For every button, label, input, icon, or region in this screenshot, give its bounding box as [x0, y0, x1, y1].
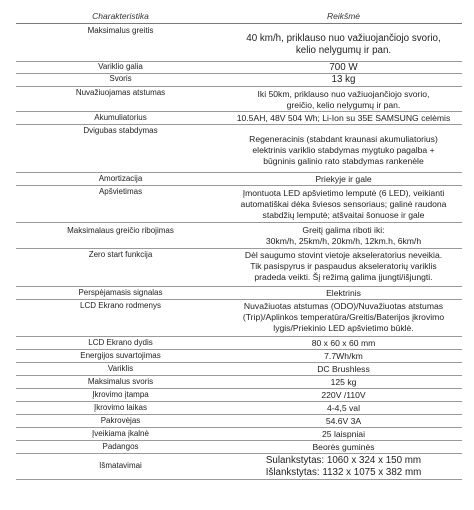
table-row	[16, 428, 462, 441]
row-label: Maksimalus greitis	[16, 24, 225, 62]
row-value: Elektrinis	[225, 287, 462, 300]
row-value: 80 x 60 x 60 mm	[225, 337, 462, 350]
header-value: Reikšmė	[225, 10, 462, 24]
row-label: LCD Ekrano dydis	[16, 337, 225, 350]
table-row	[16, 415, 462, 428]
table-row	[16, 337, 462, 350]
row-value: Priekyje ir gale	[225, 173, 462, 186]
row-value: Iki 50km, priklauso nuo važiuojančiojo svorio, greičio, kelio nelygumų ir pan.	[225, 87, 462, 112]
row-value: Regeneracinis (stabdant kraunasi akumuliatorius) elektrinis variklio stabdymas mygtuko pagalba + būgninis galinio rato stabdymas rankenėle	[225, 125, 462, 173]
table-row	[16, 389, 462, 402]
table-row	[16, 24, 462, 62]
row-label: Padangos	[16, 441, 225, 454]
row-label: Įkrovimo įtampa	[16, 389, 225, 402]
row-label: Dvigubas stabdymas	[16, 125, 225, 173]
row-value: 13 kg	[225, 74, 462, 87]
row-value: Dėl saugumo stovint vietoje akseleratorius neveikia. Tik pasispyrus ir paspaudus akseleratorių variklis pradeda veikti. Šį režimą galima įjungti/išjungti.	[225, 249, 462, 287]
row-label: Įveikiama įkalnė	[16, 428, 225, 441]
table-header-row	[16, 10, 462, 24]
row-value: DC Brushless	[225, 363, 462, 376]
row-label: Apšvietimas	[16, 186, 225, 223]
table-row	[16, 363, 462, 376]
row-label: Pakrovėjas	[16, 415, 225, 428]
row-label: Išmatavimai	[16, 454, 225, 480]
table-row	[16, 402, 462, 415]
table-row	[16, 186, 462, 223]
table-row	[16, 454, 462, 480]
row-value: Beorės guminės	[225, 441, 462, 454]
table-row	[16, 223, 462, 249]
row-value: 220V /110V	[225, 389, 462, 402]
row-value: 10.5AH, 48V 504 Wh; Li-Ion su 35E SAMSUNG celėmis	[225, 112, 462, 125]
row-label: Zero start funkcija	[16, 249, 225, 287]
table-row	[16, 62, 462, 74]
table-row	[16, 300, 462, 337]
row-label: Akumuliatorius	[16, 112, 225, 125]
row-value: 54.6V 3A	[225, 415, 462, 428]
row-label: Nuvažiuojamas atstumas	[16, 87, 225, 112]
row-label: Perspėjamasis signalas	[16, 287, 225, 300]
row-value: 25 laispniai	[225, 428, 462, 441]
row-label: Maksimalus svoris	[16, 376, 225, 389]
table-row	[16, 249, 462, 287]
header-characteristic: Charakteristika	[16, 10, 225, 24]
table-row	[16, 87, 462, 112]
table-row	[16, 350, 462, 363]
row-value: Greitį galima riboti iki: 30km/h, 25km/h, 20km/h, 12km.h, 6km/h	[225, 223, 462, 249]
row-value: Įmontuota LED apšvietimo lemputė (6 LED), veikianti automatiškai dėka šviesos sensoriaus; galinė raudona stabdžių lemputė; atšvaitai šonuose ir gale	[225, 186, 462, 223]
row-label: LCD Ekrano rodmenys	[16, 300, 225, 337]
row-label: Įkrovimo laikas	[16, 402, 225, 415]
table-row	[16, 112, 462, 125]
row-value: 700 W	[225, 62, 462, 74]
row-value: 40 km/h, priklauso nuo važiuojančiojo svorio, kelio nelygumų ir pan.	[225, 24, 462, 62]
table-row	[16, 173, 462, 186]
row-label: Svoris	[16, 74, 225, 87]
row-value: Sulankstytas: 1060 x 324 x 150 mm Išlankstytas: 1132 x 1075 x 382 mm	[225, 454, 462, 480]
row-label: Variklio galia	[16, 62, 225, 74]
table-row	[16, 74, 462, 87]
row-label: Energijos suvartojimas	[16, 350, 225, 363]
row-value: Nuvažiuotas atstumas (ODO)/Nuvažiuotas atstumas (Trip)/Aplinkos temperatūra/Greitis/Baterijos įkrovimo lygis/Priekinio LED apšvietimo būklė.	[225, 300, 462, 337]
row-label: Maksimalaus greičio ribojimas	[16, 223, 225, 249]
row-value: 7.7Wh/km	[225, 350, 462, 363]
table-row	[16, 441, 462, 454]
row-label: Variklis	[16, 363, 225, 376]
row-value: 125 kg	[225, 376, 462, 389]
table-row	[16, 376, 462, 389]
table-row	[16, 287, 462, 300]
specifications-table	[16, 10, 462, 480]
table-row	[16, 125, 462, 173]
row-value: 4-4,5 val	[225, 402, 462, 415]
row-label: Amortizacija	[16, 173, 225, 186]
